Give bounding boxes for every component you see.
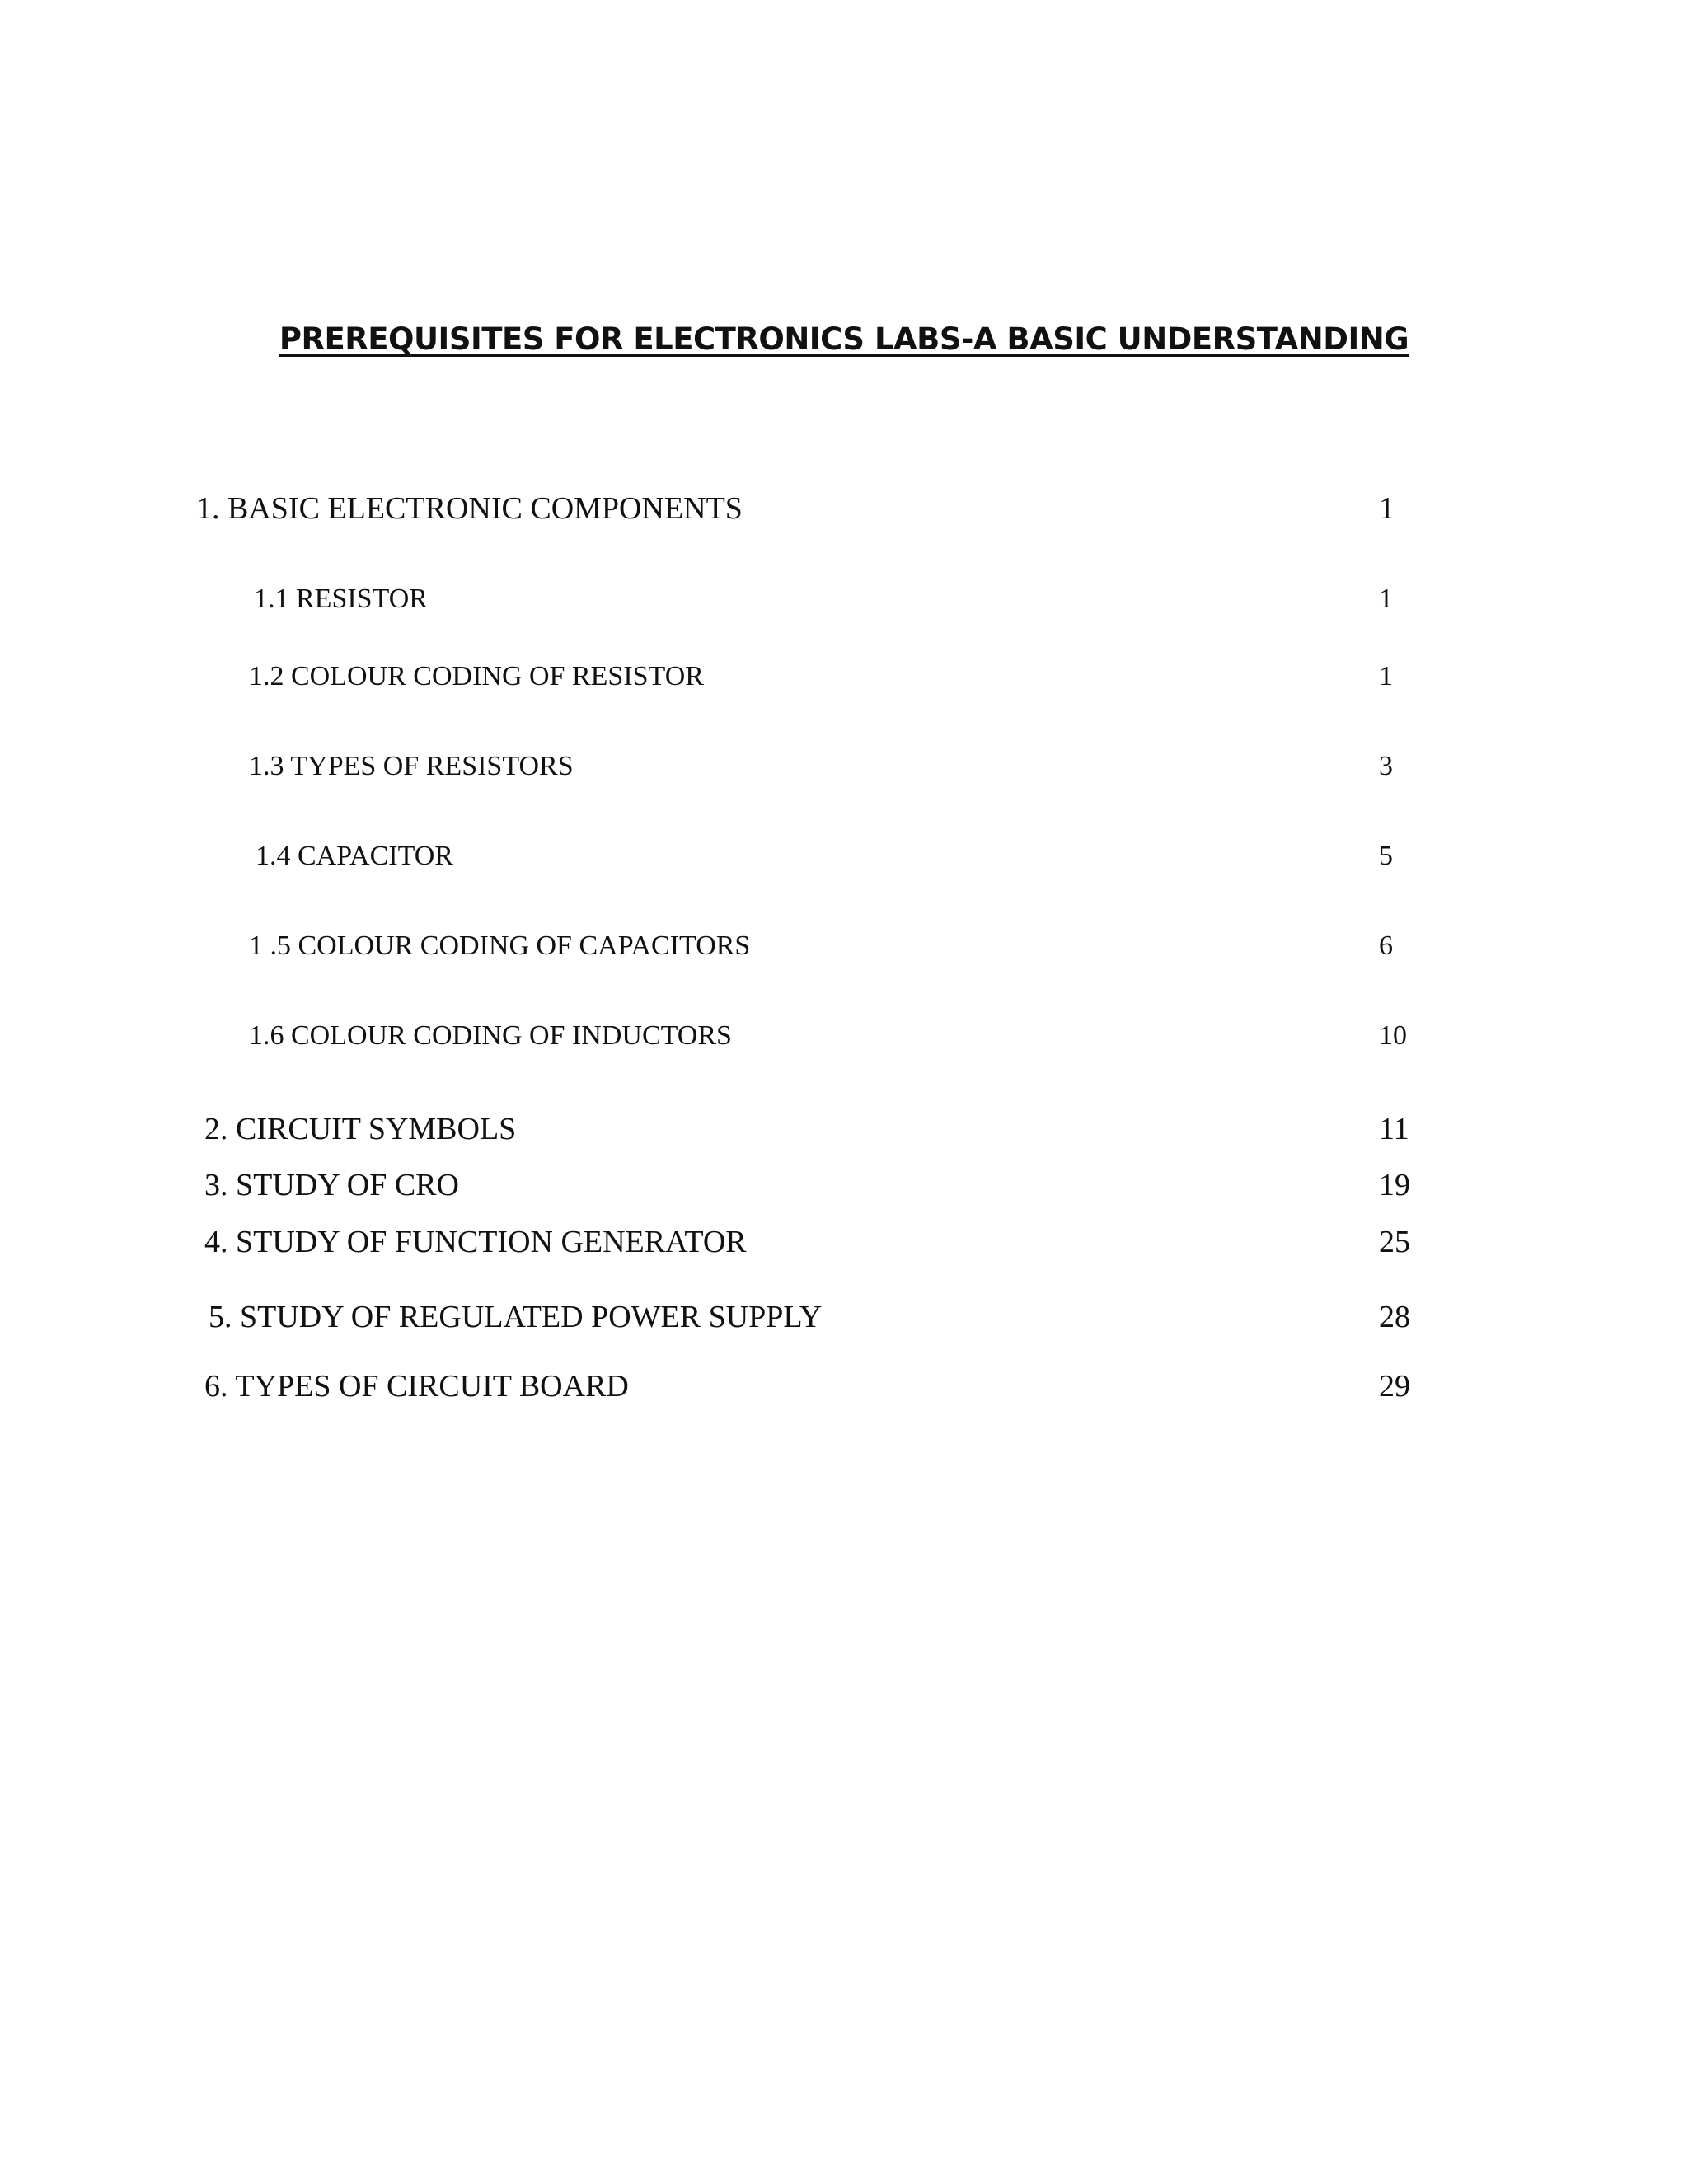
toc-entry-page: 1	[1379, 661, 1393, 691]
toc-entry-label: 4. STUDY OF FUNCTION GENERATOR	[204, 1225, 747, 1259]
toc-entry-page: 29	[1379, 1369, 1410, 1404]
toc-entry-page: 25	[1379, 1225, 1410, 1259]
toc-entry-page: 6	[1379, 930, 1393, 961]
document-title: PREREQUISITES FOR ELECTRONICS LABS-A BASIC UNDERSTANDING	[279, 321, 1409, 357]
toc-entry-label: 1.6 COLOUR CODING OF INDUCTORS	[249, 1020, 732, 1051]
toc-entry-page: 28	[1379, 1300, 1410, 1334]
toc-entry-page: 19	[1379, 1168, 1410, 1202]
toc-entry-label: 1 .5 COLOUR CODING OF CAPACITORS	[249, 930, 751, 961]
toc-entry-page: 11	[1379, 1112, 1409, 1146]
toc-entry-label: 1.4 CAPACITOR	[256, 841, 453, 871]
toc-entry-page: 1	[1379, 491, 1395, 526]
toc-entry-page: 1	[1379, 583, 1393, 614]
toc-entry-label: 2. CIRCUIT SYMBOLS	[204, 1112, 517, 1146]
toc-entry-label: 1.1 RESISTOR	[254, 583, 428, 614]
toc-entry-label: 1. BASIC ELECTRONIC COMPONENTS	[196, 491, 743, 526]
toc-entry-label: 6. TYPES OF CIRCUIT BOARD	[204, 1369, 629, 1404]
toc-entry-page: 3	[1379, 751, 1393, 781]
toc-entry-label: 1.2 COLOUR CODING OF RESISTOR	[249, 661, 704, 691]
toc-entry-page: 5	[1379, 841, 1393, 871]
toc-entry-label: 5. STUDY OF REGULATED POWER SUPPLY	[209, 1300, 823, 1334]
toc-entry-page: 10	[1379, 1020, 1407, 1051]
toc-entry-label: 3. STUDY OF CRO	[204, 1168, 459, 1202]
toc-entry-label: 1.3 TYPES OF RESISTORS	[249, 751, 574, 781]
